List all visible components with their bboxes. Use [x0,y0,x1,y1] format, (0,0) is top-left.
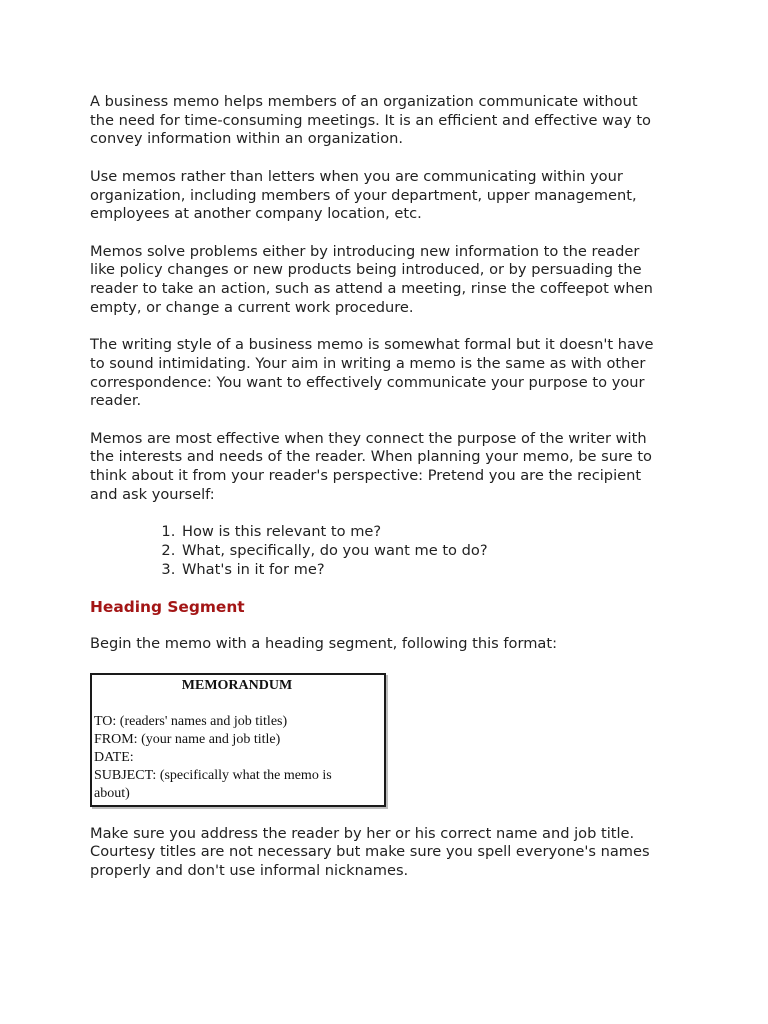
intro-paragraph-5: Memos are most effective when they connect the purpose of the writer with the interests and needs of the reader. When planning your memo, be sure to think about it from your reader's perspective: Pretend you are the recipient and ask yourself: [90,429,652,503]
memo-date-line: DATE: [94,749,134,765]
memo-format-box [90,673,386,807]
heading-segment-intro: Begin the memo with a heading segment, following this format: [90,635,557,653]
intro-paragraph-3: Memos solve problems either by introducing new information to the reader like policy changes or new products being introduced, or by persuading the reader to take an action, such as attend a meeting, rinse the coffeepot when empty, or change a current work procedure. [90,242,653,316]
memo-title: MEMORANDUM [181,677,293,693]
intro-paragraph-2: Use memos rather than letters when you are communicating within your organization, including members of your department, upper management, employees at another company location, etc. [90,167,637,223]
memo-to-line: TO: (readers' names and job titles) [94,713,288,729]
memo-subject-line-continued: about) [94,785,130,801]
memo-from-line: FROM: (your name and job title) [94,731,281,747]
memo-subject-line: SUBJECT: (specifically what the memo is [94,767,332,783]
list-item: 2. What, specifically, do you want me to do? [180,542,690,561]
closing-paragraph: Make sure you address the reader by her or his correct name and job title. Courtesy titles are not necessary but make sure you spell everyone's names properly and don't use informal nicknames. [90,824,650,880]
intro-paragraph-4: The writing style of a business memo is somewhat formal but it doesn't have to sound intimidating. Your aim in writing a memo is the same as with other correspondence: You want to effectively communicate your purpose to your reader. [90,336,654,410]
list-item: 3. What's in it for me? [180,561,690,580]
heading-segment-title: Heading Segment [90,597,245,616]
reader-questions-list [90,523,690,579]
intro-paragraph-1: A business memo helps members of an organization communicate without the need for time-consuming meetings. It is an efficient and effective way to convey information within an organization. [90,93,651,148]
document-page [90,93,690,899]
list-item: 1. How is this relevant to me? [180,523,690,542]
